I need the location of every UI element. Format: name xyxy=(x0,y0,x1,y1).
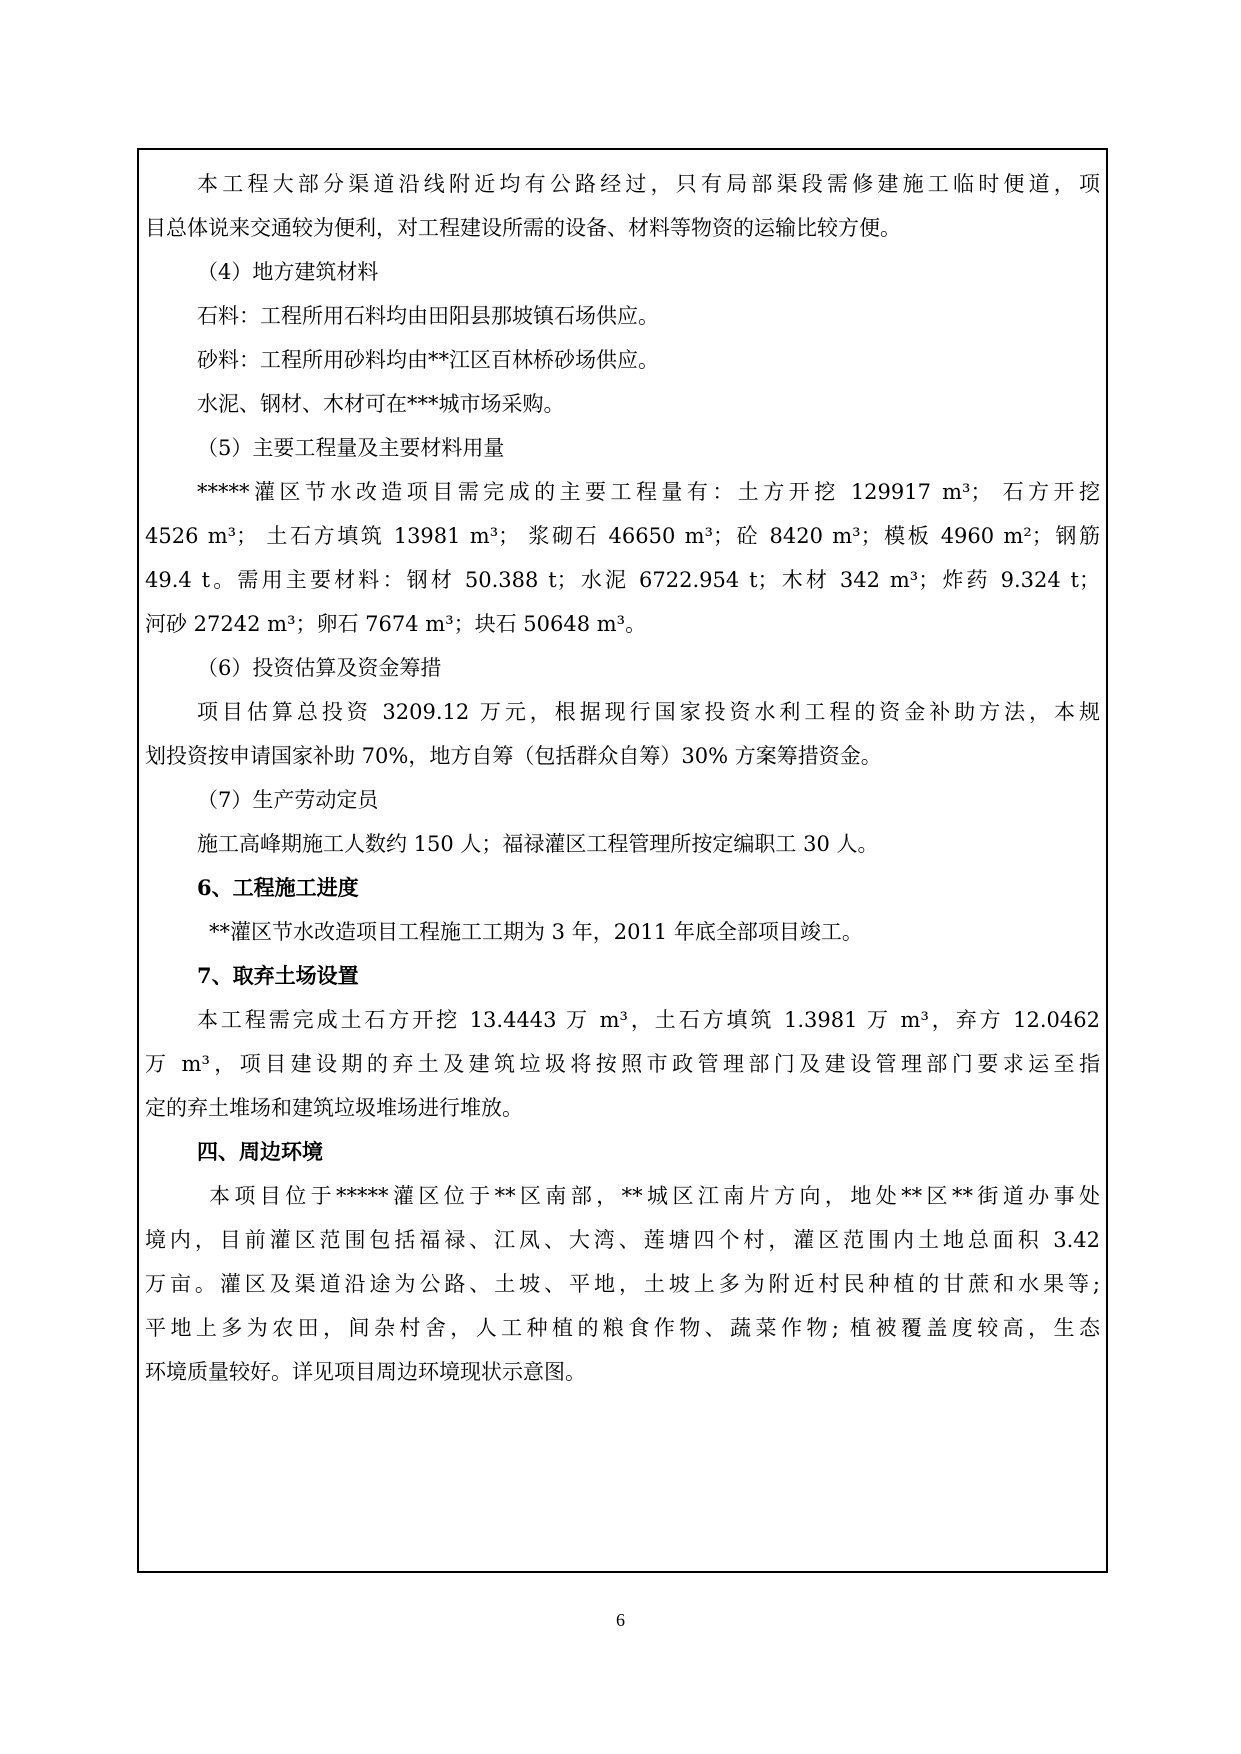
paragraph-line: 万 m³，项目建设期的弃土及建筑垃圾将按照市政管理部门及建设管理部门要求运至指 xyxy=(145,1052,1100,1076)
section-heading: 四、周边环境 xyxy=(197,1139,323,1164)
paragraph-line: 境内，目前灌区范围包括福禄、江凤、大湾、莲塘四个村，灌区范围内土地总面积 3.42 xyxy=(145,1228,1100,1252)
paragraph-line: 河砂 27242 m³；卵石 7674 m³；块石 50648 m³。 xyxy=(145,612,647,636)
section-heading: （4）地方建筑材料 xyxy=(197,260,379,284)
section-heading: （6）投资估算及资金筹措 xyxy=(197,656,442,680)
paragraph-line: **灌区节水改造项目工程施工工期为 3 年，2011 年底全部项目竣工。 xyxy=(209,920,863,944)
paragraph-line: 项目估算总投资 3209.12 万元，根据现行国家投资水利工程的资金补助方法，本规 xyxy=(197,700,1100,724)
paragraph-line: 石料：工程所用石料均由田阳县那坡镇石场供应。 xyxy=(197,304,659,328)
section-heading: 6、工程施工进度 xyxy=(197,875,359,900)
paragraph-line: 4526 m³； 土石方填筑 13981 m³； 浆砌石 46650 m³；砼 8420 m³；模板 4960 m²；钢筋 xyxy=(145,524,1100,548)
paragraph-line: 目总体说来交通较为便利，对工程建设所需的设备、材料等物资的运输比较方便。 xyxy=(145,216,901,240)
paragraph-line: 定的弃土堆场和建筑垃圾堆场进行堆放。 xyxy=(145,1096,523,1120)
document-body xyxy=(145,162,1100,1394)
paragraph-line: 平地上多为农田，间杂村舍，人工种植的粮食作物、蔬菜作物; 植被覆盖度较高，生态 xyxy=(145,1316,1100,1340)
paragraph-line: 划投资按申请国家补助 70%，地方自筹（包括群众自筹）30% 方案筹措资金。 xyxy=(145,744,882,768)
paragraph-line: 环境质量较好。详见项目周边环境现状示意图。 xyxy=(145,1360,586,1384)
paragraph-line: 本工程需完成土石方开挖 13.4443 万 m³，土石方填筑 1.3981 万 m³，弃方 12.0462 xyxy=(197,1008,1100,1032)
page-number: 6 xyxy=(616,1610,625,1630)
paragraph-line: 水泥、钢材、木材可在***城市场采购。 xyxy=(197,392,565,416)
section-heading: 7、取弃土场设置 xyxy=(197,963,359,988)
paragraph-line: 49.4 t。需用主要材料：钢材 50.388 t；水泥 6722.954 t；木材 342 m³；炸药 9.324 t； xyxy=(145,568,1100,592)
section-heading: （5）主要工程量及主要材料用量 xyxy=(197,436,505,460)
paragraph-line: 本工程大部分渠道沿线附近均有公路经过，只有局部渠段需修建施工临时便道，项 xyxy=(197,172,1100,196)
paragraph-line: 施工高峰期施工人数约 150 人；福禄灌区工程管理所按定编职工 30 人。 xyxy=(197,832,879,856)
paragraph-line: 本项目位于*****灌区位于**区南部，**城区江南片方向，地处**区**街道办事处 xyxy=(209,1184,1100,1208)
section-heading: （7）生产劳动定员 xyxy=(197,788,379,812)
paragraph-line: *****灌区节水改造项目需完成的主要工程量有：土方开挖 129917 m³； 石方开挖 xyxy=(197,480,1100,504)
paragraph-line: 万亩。灌区及渠道沿途为公路、土坡、平地，土坡上多为附近村民种植的甘蔗和水果等; xyxy=(145,1272,1100,1296)
paragraph-line: 砂料：工程所用砂料均由**江区百林桥砂场供应。 xyxy=(197,348,659,372)
